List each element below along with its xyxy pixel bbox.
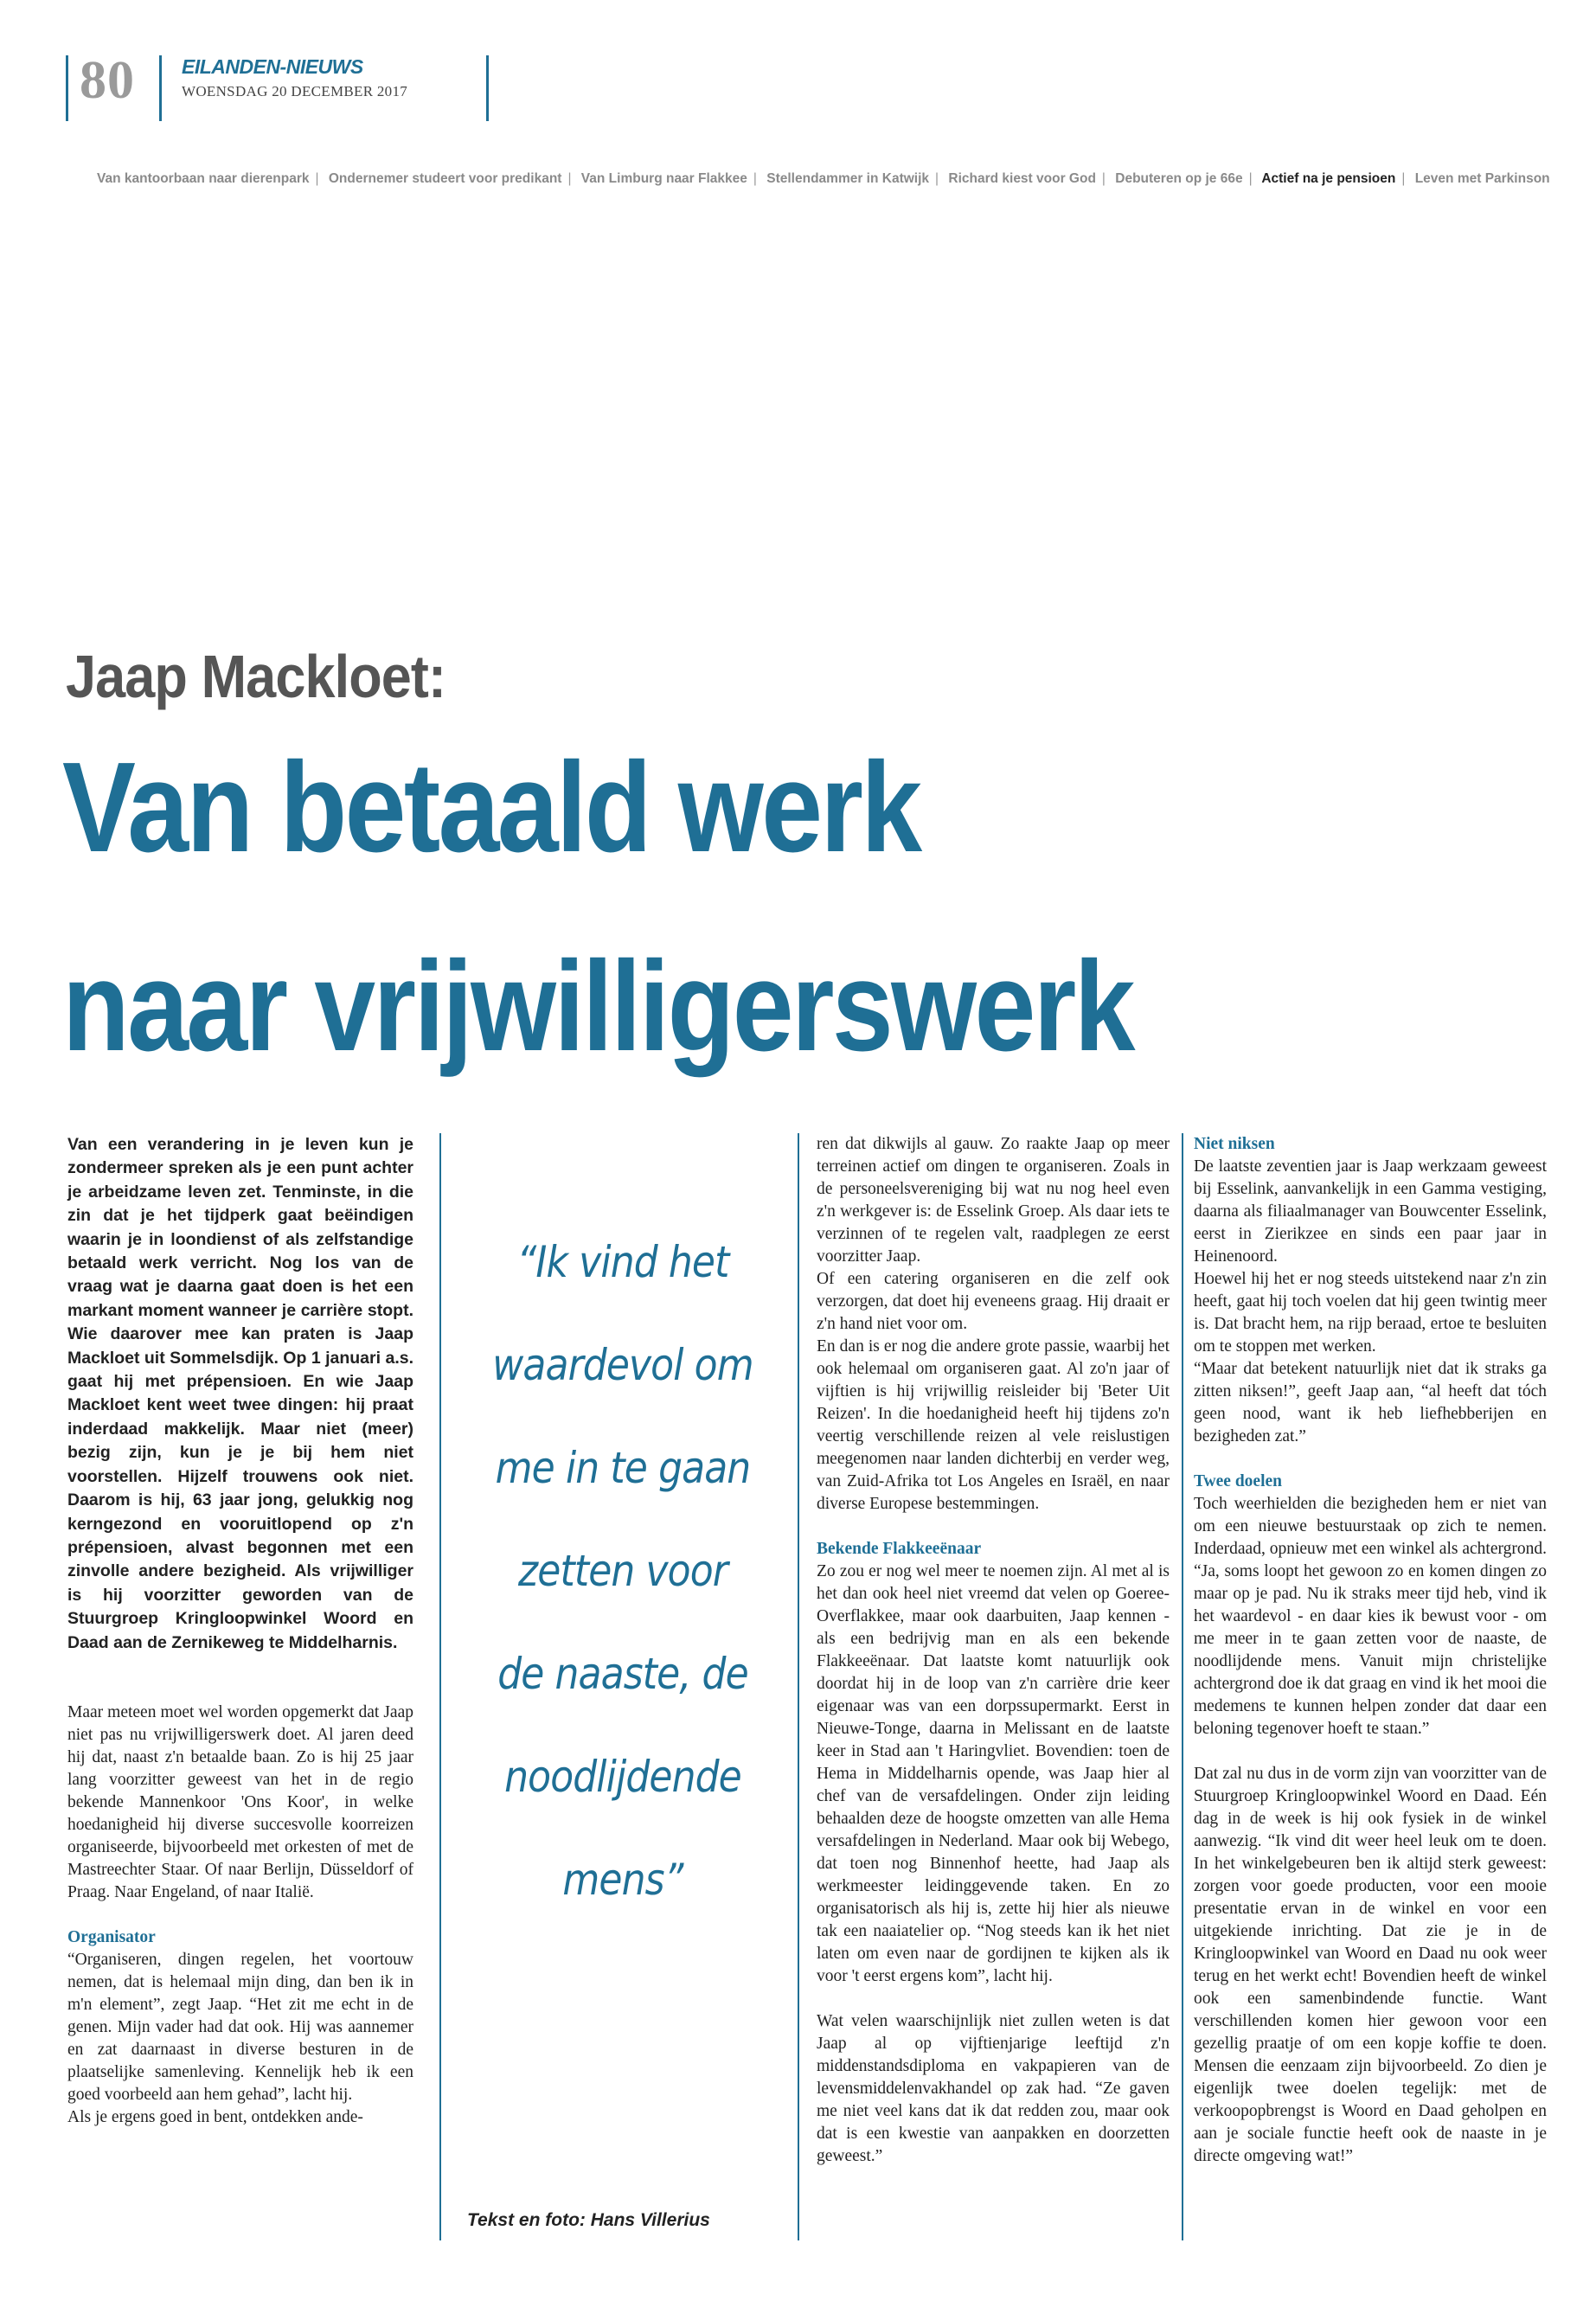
subheading-bekende-flakkeeenaar: Bekende Flakkeeënaar xyxy=(817,1540,982,1558)
paragraph: Dat zal nu dus in de vorm zijn van voorzitter van de Stuurgroep Kringloopwinkel Woord en Daad. Eén dag in de week is hij ook fysiek in de winkel aanwezig. “Ik vind dit weer heel leuk om te doen. In het winkelgebeuren ben ik altijd sterk geweest: zorgen voor goede producten, voor een mooie presentatie ervan in de winkel en voor een uitgekiende inrichting. Dat zie je in de Kringloopwinkel van Woord en Daad nu ook weer terug en het werkt echt! Bovendien heeft de winkel ook een samenbindende functie. Want verschillenden komen hier gewoon voor een gezellig praatje of om een kopje koffie te doen. Mensen die eenzaam zijn bijvoorbeeld. Zo dien je eigenlijk twee doelen tegelijk: met de verkoopopbrengst is Woord en Daad geholpen en aan je sociale functie heeft ook de naaste in je directe omgeving wat!” xyxy=(1194,1765,1547,2165)
column-divider xyxy=(1182,1133,1183,2240)
nav-item-limburg[interactable]: Van Limburg naar Flakkee xyxy=(580,171,747,186)
paragraph: “Maar dat betekent natuurlijk niet dat ik straks ga zitten niksen!”, geeft Jaap aan, “al heeft dat tóch geen nood, want ik heb liefhebberijen en bezigheden zat.” xyxy=(1194,1360,1547,1445)
nav-item-richard[interactable]: Richard kiest voor God xyxy=(948,171,1096,186)
paragraph: Zo zou er nog wel meer te noemen zijn. Al met al is het dan ook heel niet vreemd dat velen op Goeree-Overflakkee, maar ook daarbuiten, Jaap kennen - als een bedrijvig man en als een bekende Flakkeeënaar. Dat laatste komt natuurlijk ook doordat hij in de loop van z'n carrière drie keer eigenaar was van een dorpssupermarkt. Eerst in Nieuwe-Tonge, daarna in Melissant en de laatste keer in Stad aan 't Haringvliet. Bovendien: toen de Hema in Middelharnis opende, was Jaap hier al chef van de versafdelingen. Onder zijn leiding behaalden deze de hoogste omzetten van alle Hema versafdelingen in Nederland. Maar ook bij Webego, dat toen nog Binnenhof heette, had Jaap als werkmeester leidinggevende taken. En zo organisatorisch als hij is, zette hij hier als nieuwe tak een naaiatelier op. “Nog steeds kan ik het niet laten om even naar de gordijnen te kijken als ik voor 't eerst ergens kom”, lacht hij. xyxy=(817,1562,1170,1985)
nav-item-parkinson[interactable]: Leven met Parkinson xyxy=(1414,171,1550,186)
column-divider xyxy=(439,1133,441,2240)
publication-date: WOENSDAG 20 DECEMBER 2017 xyxy=(182,83,408,99)
article-column-3 xyxy=(817,1133,1170,2168)
quote-line: waardevol om xyxy=(492,1340,753,1390)
quote-line: de naaste, de xyxy=(497,1649,748,1699)
quote-line: “Ik vind het xyxy=(516,1237,729,1287)
paragraph: Wat velen waarschijnlijk niet zullen weten is dat Jaap al op vijftienjarige leeftijd z'n middenstandsdiploma en vakpapieren van de levensmiddelenvakhandel op zak had. “Ze gaven me niet veel kans dat ik dat redden zou, maar ook dat is een kwestie van aanpakken en doorzetten geweest.” xyxy=(817,2012,1170,2165)
paragraph: Als je ergens goed in bent, ontdekken ande- xyxy=(67,2107,363,2126)
masthead-rule-left xyxy=(66,55,68,121)
paragraph: Maar meteen moet wel worden opgemerkt dat Jaap niet pas nu vrijwilligerswerk doet. Al jaren deed hij dat, naast z'n betaalde baan. Zo is hij 25 jaar lang voorzitter geweest van het in de regio bekende Mannenkoor 'Ons Koor', in welke hoedanigheid hij diverse succesvolle koorreizen organiseerde, bijvoorbeeld met orkesten of met de Mastreechter Staar. Of naar Berlijn, Düsseldorf of Praag. Naar Engeland, of naar Italië. xyxy=(67,1702,413,1901)
subheading-twee-doelen: Twee doelen xyxy=(1194,1472,1282,1490)
nav-item-stellendammer[interactable]: Stellendammer in Katwijk xyxy=(766,171,930,186)
article-column-4 xyxy=(1194,1133,1547,2168)
pull-quote xyxy=(450,1211,796,1932)
page-number: 80 xyxy=(80,51,135,110)
paragraph: De laatste zeventien jaar is Jaap werkzaam geweest bij Esselink, aanvankelijk in een Gamma vestiging, daarna als filiaalmanager van Bouwcenter Esselink, eerst in Zierikzee en sinds een paar jaar in Heinenoord. xyxy=(1194,1157,1547,1266)
masthead-rule-right xyxy=(486,55,489,121)
brand-logo: EILANDEN-NIEUWS xyxy=(182,55,363,78)
nav-item-debuteren[interactable]: Debuteren op je 66e xyxy=(1115,171,1243,186)
paragraph: “Organiseren, dingen regelen, het voortouw nemen, dat is helemaal mijn ding, dan ben ik in m'n element”, zegt Jaap. “Het zit me echt in de genen. Mijn vader had dat ook. Hij was aannemer en zat daarnaast in diverse besturen in de plaatselijke samenleving. Kennelijk heb ik een goed voorbeeld aan hem gehad”, lacht hij. xyxy=(67,1950,413,2104)
nav-item-ondernemer[interactable]: Ondernemer studeert voor predikant xyxy=(328,171,562,186)
subheading-organisator: Organisator xyxy=(67,1927,156,1946)
subheading-niet-niksen: Niet niksen xyxy=(1194,1135,1275,1153)
paragraph: En dan is er nog die andere grote passie, waarbij het ook helemaal om organiseren gaat. Al zo'n jaar of vijftien is hij vrijwillig reisleider bij 'Beter Uit Reizen'. In die hoedanigheid heeft hij tijdens zo'n veertig verschillende reizen al vele reislustigen meegenomen naar landen dichterbij en verder weg, van Zuid-Afrika tot Los Angeles en Israël, en naar diverse Europese bestemmingen. xyxy=(817,1337,1170,1513)
quote-line: noodlijdende xyxy=(504,1752,741,1802)
paragraph: Of een catering organiseren en die zelf ook verzorgen, dat doet hij eveneens graag. Hij draait er z'n hand niet voor om. xyxy=(817,1270,1170,1333)
paragraph: ren dat dikwijls al gauw. Zo raakte Jaap op meer terreinen actief om dingen te organiseren. Zoals in de personeelsvereniging bij wat nu nog heel even z'n werkgever is: de Esselink Groep. Als daar iets te verzinnen of te regelen valt, raadplegen ze eerst voorzitter Jaap. xyxy=(817,1135,1170,1266)
paragraph: Toch weerhielden die bezigheden hem er niet van om een nieuwe bestuurstaak op zich te nemen. Inderdaad, opnieuw met een winkel als achtergrond. “Ja, soms loopt het gewoon zo en komen dingen zo maar op je pad. Nu ik straks meer tijd heb, vind ik het waardevol - en daar kies ik bewust voor - om me meer in te gaan zetten voor de naaste, de noodlijdende mens. Vanuit mijn christelijke achtergrond doe ik dat graag en vind ik het mooi die medemens te kunnen helpen zonder dat daar een beloning tegenover hoeft te staan.” xyxy=(1194,1495,1547,1738)
article-headline-line2: naar vrijwilligerswerk xyxy=(62,935,1133,1078)
photo-credit: Tekst en foto: Hans Villerius xyxy=(467,2210,710,2230)
paragraph: Hoewel hij het er nog steeds uitstekend naar z'n zin heeft, gaat hij toch voelen dat hij geen twintig meer is. Dat bracht hem, na rijp beraad, ertoe te besluiten om te stoppen met werken. xyxy=(1194,1270,1547,1356)
article-lead: Van een verandering in je leven kun je zondermeer spreken als je een punt achter je arbeidzame leven zet. Tenminste, in die zin dat je het tijdperk gaat beëindigen waarin je in loondienst of als zelfstandige betaald werk verricht. Nog los van de vraag wat je daarna gaat doen is het een markant moment wanneer je carrière stopt. Wie daarover mee kan praten is Jaap Mackloet uit Sommelsdijk. Op 1 januari a.s. gaat hij met prépensioen. En wie Jaap Mackloet kent weet twee dingen: hij praat inderdaad makkelijk. Maar niet (meer) bezig zijn, kun je je bij hem niet voorstellen. Hijzelf trouwens ook niet. Daarom is hij, 63 jaar jong, gelukkig nog kerngezond en vooruitlopend op z'n prépensioen, alvast begonnen met een zinvolle andere bezigheid. Als vrijwilliger is hij voorzitter geworden van de Stuurgroep Kringloopwinkel Woord en Daad aan de Zernikeweg te Middelharnis. xyxy=(67,1135,413,1652)
quote-line: mens” xyxy=(562,1855,683,1905)
nav-item-actief-active[interactable]: Actief na je pensioen xyxy=(1261,171,1396,186)
column-divider xyxy=(798,1133,799,2240)
article-headline-line1: Van betaald werk xyxy=(62,736,920,879)
article-kicker: Jaap Mackloet: xyxy=(66,643,446,710)
section-nav: Van kantoorbaan naar dierenpark | Ondernemer studeert voor predikant | Van Limburg naar Flakkee | Stellendammer in Katwijk | Richard kiest voor God | Debuteren op je 66e | Actief na je pensioen | Leven met Parkinson xyxy=(97,171,1550,186)
quote-line: zetten voor xyxy=(518,1546,727,1596)
article-column-1 xyxy=(67,1133,413,2129)
masthead-rule-middle xyxy=(159,55,162,121)
quote-line: me in te gaan xyxy=(495,1443,751,1493)
nav-item-kantoorbaan[interactable]: Van kantoorbaan naar dierenpark xyxy=(97,171,310,186)
